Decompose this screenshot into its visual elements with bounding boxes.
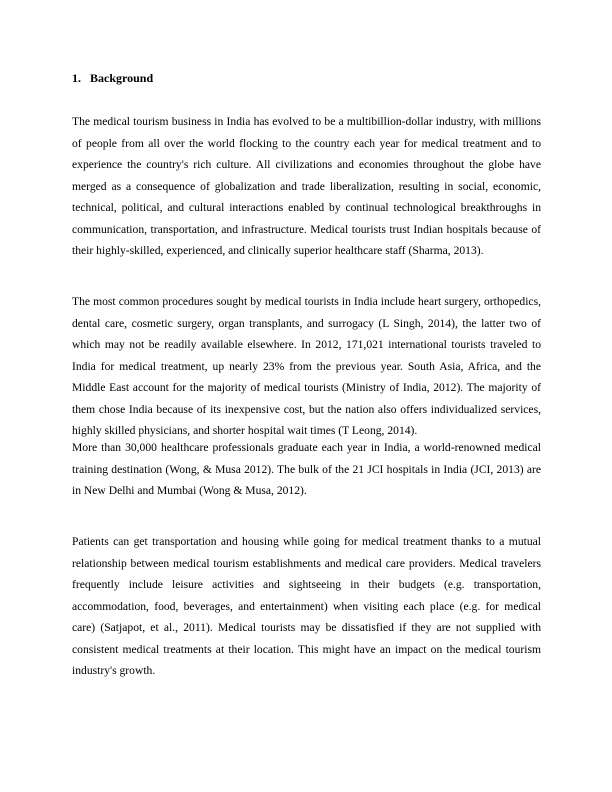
body-paragraph: The most common procedures sought by medical tourists in India include heart surgery, orthopedics, dental care, cosmetic surgery, organ transplants, and surrogacy (L Singh, 2014), the latter two of which may not be readily available elsewhere. In 2012, 171,021 international tourists traveled to India for medical treatment, up nearly 23% from the previous year. South Asia, Africa, and the Middle East account for the majority of medical tourists (Ministry of India, 2012). The majority of them chose India because of its inexpensive cost, but the nation also offers individualized services, highly skilled physicians, and shorter hospital wait times (T Leong, 2014). xyxy=(72,295,541,437)
body-paragraph: Patients can get transportation and housing while going for medical treatment thanks to a mutual relationship between medical tourism establishments and medical care providers. Medical travelers frequently include leisure activities and sightseeing in their budgets (e.g. transportation, accommodation, food, beverages, and entertainment) when visiting each place (e.g. for medical care) (Satjapot, et al., 2011). Medical tourists may be dissatisfied if they are not supplied with consistent medical treatments at their location. This might have an impact on the medical tourism industry's growth. xyxy=(72,535,541,677)
section-number: 1. xyxy=(72,71,81,85)
section-heading xyxy=(72,71,153,85)
body-paragraph: The medical tourism business in India has evolved to be a multibillion-dollar industry, with millions of people from all over the world flocking to the country each year for medical treatment and to experience the country's rich culture. All civilizations and economies throughout the globe have merged as a consequence of globalization and trade liberalization, resulting in social, economic, technical, political, and cultural interactions enabled by continual technological breakthroughs in communication, transportation, and infrastructure. Medical tourists trust Indian hospitals because of their highly-skilled, experienced, and clinically superior healthcare staff (Sharma, 2013). xyxy=(72,115,541,257)
section-title: Background xyxy=(90,71,154,85)
body-paragraph: More than 30,000 healthcare professionals graduate each year in India, a world-renowned medical training destination (Wong, & Musa 2012). The bulk of the 21 JCI hospitals in India (JCI, 2013) are in New Delhi and Mumbai (Wong & Musa, 2012). xyxy=(72,441,541,497)
